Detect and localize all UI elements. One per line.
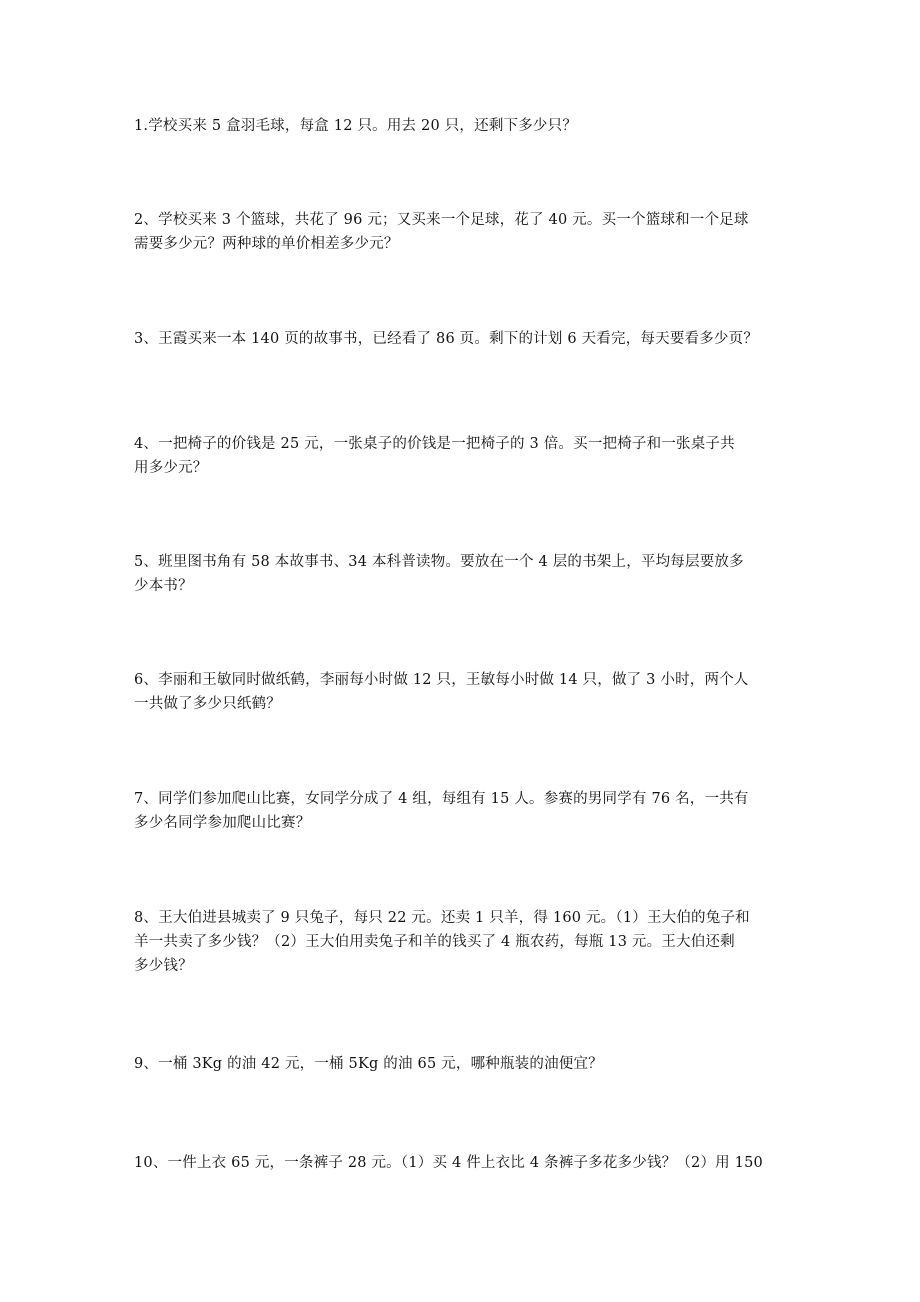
question-line: 3、王霞买来一本 140 页的故事书，已经看了 86 页。剩下的计划 6 天看完，每天要看多少页？ (134, 331, 759, 347)
question-9 (134, 1052, 788, 1076)
question-line: 1.学校买来 5 盒羽毛球，每盒 12 只。用去 20 只，还剩下多少只？ (134, 118, 578, 134)
question-1 (134, 114, 788, 138)
question-line: 多少钱？ (134, 958, 193, 974)
question-5 (134, 550, 788, 598)
question-line: 10、一件上衣 65 元，一条裤子 28 元。（1）买 4 件上衣比 4 条裤子多花多少钱？（2）用 150 (134, 1155, 763, 1171)
question-line: 一共做了多少只纸鹤？ (134, 696, 281, 712)
question-line: 用多少元？ (134, 460, 208, 476)
question-2 (134, 208, 788, 256)
question-line: 7、同学们参加爬山比赛，女同学分成了 4 组，每组有 15 人。参赛的男同学有 76 名，一共有 (134, 791, 749, 807)
question-line: 4、一把椅子的价钱是 25 元，一张桌子的价钱是一把椅子的 3 倍。买一把椅子和一张桌子共 (134, 436, 735, 452)
question-8 (134, 906, 788, 978)
question-4 (134, 432, 788, 480)
question-line: 9、一桶 3Kg 的油 42 元，一桶 5Kg 的油 65 元，哪种瓶装的油便宜？ (134, 1056, 603, 1072)
question-7 (134, 787, 788, 835)
question-line: 需要多少元？两种球的单价相差多少元？ (134, 236, 399, 252)
question-line: 8、王大伯进县城卖了 9 只兔子，每只 22 元。还卖 1 只羊，得 160 元。（1）王大伯的兔子和 (134, 910, 750, 926)
question-3 (134, 327, 788, 351)
question-line: 少本书？ (134, 578, 193, 594)
question-line: 羊一共卖了多少钱？（2）王大伯用卖兔子和羊的钱买了 4 瓶农药，每瓶 13 元。王大伯还剩 (134, 934, 735, 950)
question-6 (134, 668, 788, 716)
question-line: 5、班里图书角有 58 本故事书、34 本科普读物。要放在一个 4 层的书架上，平均每层要放多 (134, 554, 744, 570)
question-line: 多少名同学参加爬山比赛？ (134, 815, 311, 831)
question-10 (134, 1151, 788, 1175)
question-line: 2、学校买来 3 个篮球，共花了 96 元；又买来一个足球，花了 40 元。买一个篮球和一个足球 (134, 212, 749, 228)
question-line: 6、李丽和王敏同时做纸鹤，李丽每小时做 12 只，王敏每小时做 14 只，做了 3 小时，两个人 (134, 672, 749, 688)
